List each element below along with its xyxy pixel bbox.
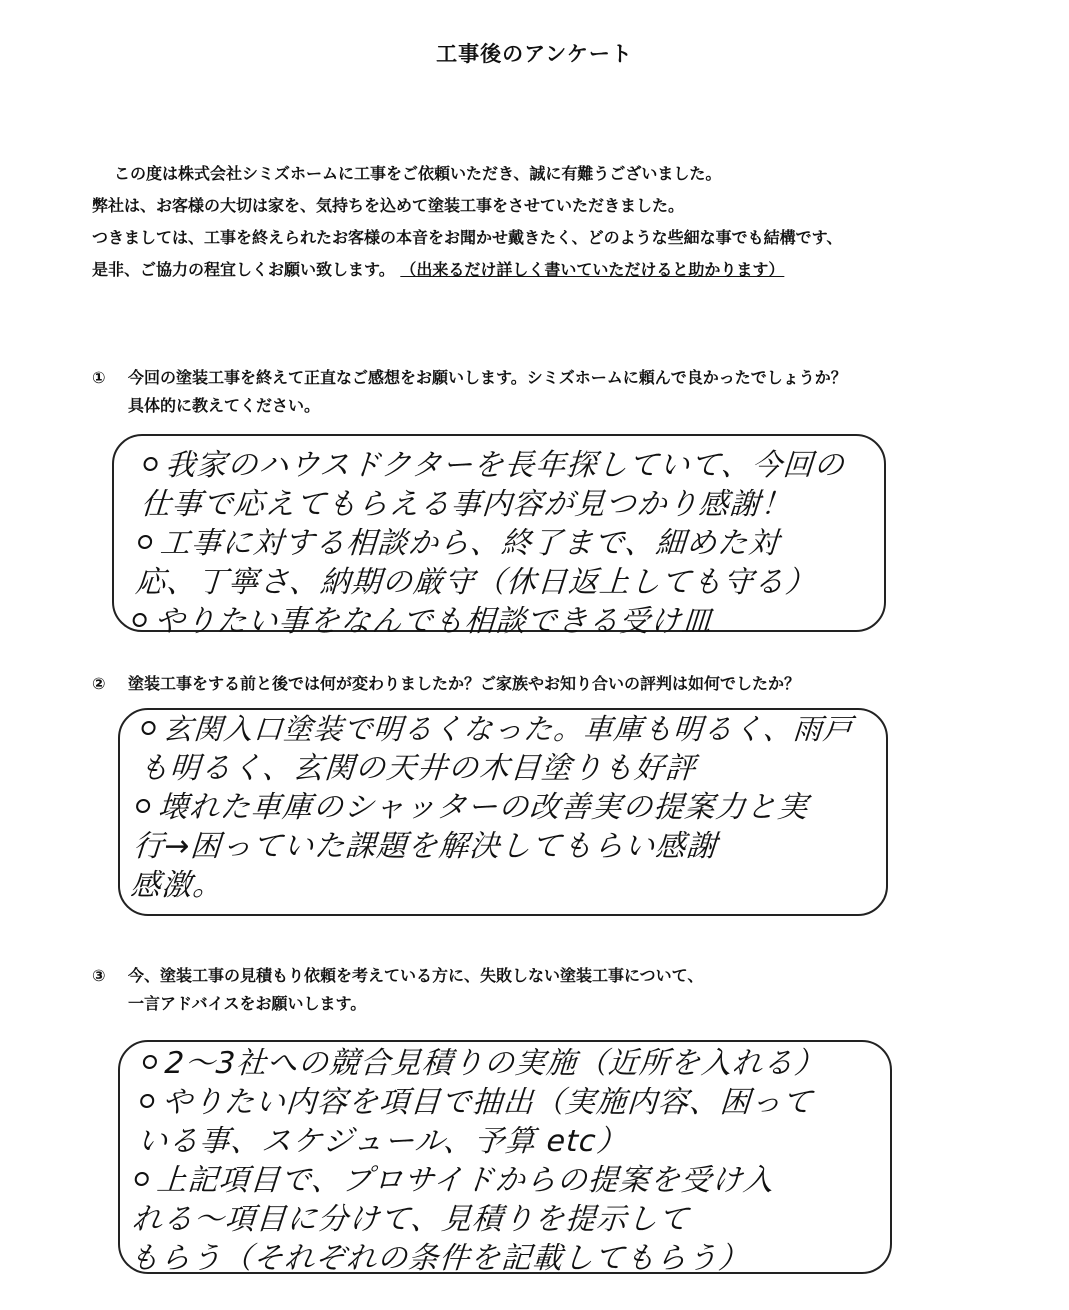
answer-2-line: 感激。	[129, 868, 225, 903]
answer-3-line: れる～項目に分けて、見積りを提示して	[130, 1202, 691, 1237]
intro-line-2: 弊社は、お客様の大切は家を、気持ちを込めて塗装工事をさせていただきました。	[92, 196, 685, 215]
answer-1-handwriting	[131, 446, 846, 641]
bullet-icon	[138, 535, 153, 549]
bullet-icon	[140, 1094, 155, 1108]
question-2-number: ②	[92, 674, 106, 693]
intro-line-4	[92, 254, 1032, 286]
intro-line-3: つきましては、工事を終えられたお客様の本音をお聞かせ戴きたく、どのような些細な事でも結構です、	[92, 228, 843, 247]
bullet-icon	[132, 613, 147, 627]
bullet-icon	[143, 457, 158, 471]
answer-1-line: 仕事で応えてもらえる事内容が見つかり感謝！	[139, 487, 793, 522]
question-3-line-2: 一言アドバイスをお願いします。	[128, 994, 367, 1013]
bullet-icon	[134, 1172, 149, 1186]
answer-1-line: やりたい事をなんでも相談できる受け皿	[131, 602, 835, 641]
question-1	[92, 364, 1012, 420]
answer-3-line: いる事、スケジュール、予算 etc）	[136, 1124, 629, 1159]
question-1-line-1: 今回の塗装工事を終えて正直なご感想をお願いします。シミズホームに頼んで良かったでしょうか？	[128, 368, 847, 387]
answer-2-line: 壊れた車庫のシャッターの改善実の提案力と実	[135, 788, 849, 827]
bullet-icon	[142, 1055, 157, 1069]
intro-line-1: この度は株式会社シミズホームに工事をご依頼いただき、誠に有難うございました。	[114, 164, 722, 183]
answer-1-line: 応、丁寧さ、納期の厳守（休日返上しても守る）	[134, 565, 818, 600]
answer-2-line: も明るく、玄関の天井の木目塗りも好評	[137, 751, 698, 786]
question-2	[92, 670, 1012, 698]
answer-3-line: もらう（それぞれの条件を記載してもらう）	[127, 1241, 751, 1276]
question-3	[92, 962, 1012, 1018]
intro-line-4-note: （出来るだけ詳しく書いていただけると助かります）	[400, 260, 785, 279]
answer-3-handwriting	[128, 1044, 827, 1278]
answer-3-line: 2～3社への競合見積りの実施（近所を入れる）	[141, 1044, 826, 1083]
question-3-number: ③	[92, 966, 106, 985]
answer-2-line: 玄関入口塗装で明るくなった。車庫も明るく、雨戸	[140, 710, 854, 749]
answer-2-handwriting	[129, 710, 854, 905]
bullet-icon	[136, 799, 151, 813]
intro-paragraph	[92, 158, 1032, 286]
bullet-icon	[141, 721, 156, 735]
answer-1-line: 我家のハウスドクターを長年探していて、今回の	[142, 446, 846, 485]
answer-1-line: 工事に対する相談から、終了まで、細めた対	[137, 524, 841, 563]
question-3-line-1: 今、塗装工事の見積もり依頼を考えている方に、失敗しない塗装工事について、	[128, 966, 704, 985]
question-2-line-1: 塗装工事をする前と後では何が変わりましたか？ご家族やお知り合いの評判は如何でしたか？	[128, 674, 801, 693]
page-title: 工事後のアンケート	[436, 42, 633, 66]
answer-2-line: 行→困っていた課題を解決してもらい感謝	[132, 829, 719, 864]
question-1-number: ①	[92, 368, 106, 387]
answer-3-line: やりたい内容を項目で抽出（実施内容、困って	[139, 1083, 824, 1122]
intro-line-4-main: 是非、ご協力の程宜しくお願い致します。	[92, 260, 395, 279]
question-1-line-2: 具体的に教えてください。	[128, 396, 321, 415]
answer-3-line: 上記項目で、プロサイドからの提案を受け入	[133, 1161, 818, 1200]
